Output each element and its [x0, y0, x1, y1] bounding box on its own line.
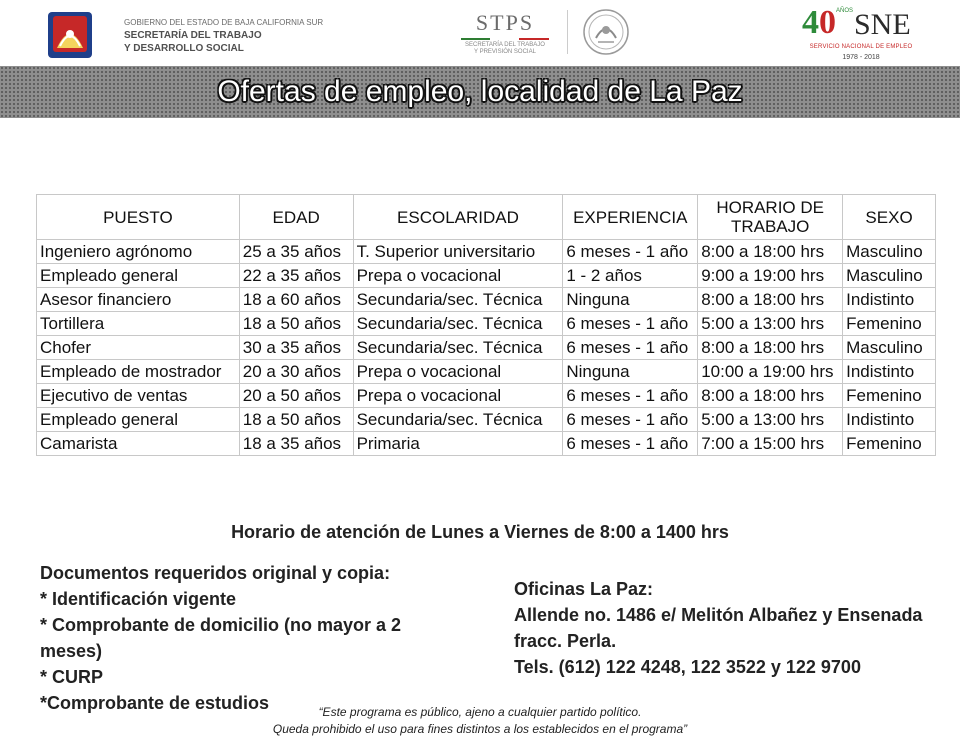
cell-edad: 18 a 35 años — [239, 432, 353, 456]
document-item: * Identificación vigente — [40, 589, 237, 609]
cell-escolaridad: T. Superior universitario — [353, 240, 563, 264]
cell-escolaridad: Prepa o vocacional — [353, 384, 563, 408]
cell-escolaridad: Prepa o vocacional — [353, 264, 563, 288]
cell-experiencia: 6 meses - 1 año — [563, 432, 698, 456]
disclaimer-line1: “Este programa es público, ajeno a cualquier partido político. — [318, 705, 642, 719]
stps-logo — [455, 10, 555, 56]
office-phones: Tels. (612) 122 4248, 122 3522 y 122 9700 — [514, 657, 861, 677]
table-row — [37, 408, 936, 432]
cell-escolaridad: Prepa o vocacional — [353, 360, 563, 384]
cell-sexo: Indistinto — [843, 360, 936, 384]
cell-edad: 30 a 35 años — [239, 336, 353, 360]
cell-sexo: Indistinto — [843, 408, 936, 432]
cell-experiencia: 6 meses - 1 año — [563, 384, 698, 408]
bc-government-text — [124, 16, 323, 55]
logo-divider — [567, 10, 568, 54]
table-header-row — [37, 195, 936, 240]
header-sexo: SEXO — [843, 195, 936, 240]
table-row — [37, 240, 936, 264]
stps-sub1: SECRETARÍA DEL TRABAJO — [465, 42, 545, 48]
disclaimer — [0, 704, 960, 738]
cell-puesto: Ingeniero agrónomo — [37, 240, 240, 264]
table-row — [37, 432, 936, 456]
sne-40-number: 40 — [802, 4, 836, 41]
cell-sexo: Femenino — [843, 312, 936, 336]
cell-edad: 25 a 35 años — [239, 240, 353, 264]
header-experiencia: EXPERIENCIA — [563, 195, 698, 240]
cell-puesto: Asesor financiero — [37, 288, 240, 312]
cell-horario: 5:00 a 13:00 hrs — [698, 408, 843, 432]
cell-sexo: Indistinto — [843, 288, 936, 312]
cell-experiencia: 6 meses - 1 año — [563, 312, 698, 336]
cell-horario: 8:00 a 18:00 hrs — [698, 240, 843, 264]
cell-edad: 20 a 50 años — [239, 384, 353, 408]
cell-edad: 18 a 50 años — [239, 408, 353, 432]
table-row — [37, 336, 936, 360]
bc-line3: Y DESARROLLO SOCIAL — [124, 43, 244, 54]
job-offers-table — [36, 194, 936, 456]
disclaimer-line2: Queda prohibido el uso para fines distintos a los establecidos en el programa” — [272, 722, 688, 736]
header-escolaridad: ESCOLARIDAD — [353, 195, 563, 240]
document-item: * Comprobante de domicilio (no mayor a 2 meses) — [40, 615, 402, 661]
header-puesto: PUESTO — [37, 195, 240, 240]
sne-anos: AÑOS — [836, 8, 854, 14]
cell-sexo: Masculino — [843, 264, 936, 288]
header-edad: EDAD — [239, 195, 353, 240]
cell-escolaridad: Secundaria/sec. Técnica — [353, 312, 563, 336]
sne-years: 1978 - 2018 — [842, 54, 880, 61]
cell-puesto: Tortillera — [37, 312, 240, 336]
mexico-seal-icon — [582, 8, 630, 56]
document-item: * CURP — [40, 667, 104, 687]
cell-sexo: Masculino — [843, 336, 936, 360]
bc-line2: SECRETARÍA DEL TRABAJO — [124, 30, 262, 41]
table-row — [37, 288, 936, 312]
cell-puesto: Ejecutivo de ventas — [37, 384, 240, 408]
bc-line1: GOBIERNO DEL ESTADO DE BAJA CALIFORNIA SUR — [124, 18, 324, 27]
cell-horario: 9:00 a 19:00 hrs — [698, 264, 843, 288]
table-row — [37, 360, 936, 384]
cell-horario: 7:00 a 15:00 hrs — [698, 432, 843, 456]
cell-experiencia: Ninguna — [563, 360, 698, 384]
office-title: Oficinas La Paz: — [514, 579, 654, 599]
cell-sexo: Masculino — [843, 240, 936, 264]
stps-flag-bar — [461, 38, 549, 40]
page-title: Ofertas de empleo, localidad de La Paz — [217, 75, 743, 108]
cell-puesto: Chofer — [37, 336, 240, 360]
baja-california-shield-logo — [48, 12, 92, 58]
stps-sub2: Y PREVISIÓN SOCIAL — [474, 49, 536, 55]
sne-40-logo — [802, 6, 920, 64]
cell-edad: 22 a 35 años — [239, 264, 353, 288]
office-address: Allende no. 1486 e/ Melitón Albañez y Ensenada fracc. Perla. — [514, 605, 923, 651]
sne-subtitle: SERVICIO NACIONAL DE EMPLEO — [809, 44, 913, 50]
cell-escolaridad: Secundaria/sec. Técnica — [353, 288, 563, 312]
cell-edad: 18 a 60 años — [239, 288, 353, 312]
cell-edad: 20 a 30 años — [239, 360, 353, 384]
cell-escolaridad: Secundaria/sec. Técnica — [353, 336, 563, 360]
cell-puesto: Empleado de mostrador — [37, 360, 240, 384]
cell-horario: 5:00 a 13:00 hrs — [698, 312, 843, 336]
office-info — [514, 576, 934, 680]
cell-experiencia: 6 meses - 1 año — [563, 408, 698, 432]
cell-puesto: Empleado general — [37, 264, 240, 288]
title-banner — [0, 66, 960, 118]
cell-sexo: Femenino — [843, 384, 936, 408]
cell-escolaridad: Secundaria/sec. Técnica — [353, 408, 563, 432]
cell-experiencia: Ninguna — [563, 288, 698, 312]
cell-puesto: Camarista — [37, 432, 240, 456]
required-documents — [40, 560, 460, 716]
attention-hours: Horario de atención de Lunes a Viernes de 8:00 a 1400 hrs — [231, 522, 729, 542]
document-item: *Comprobante de estudios — [40, 693, 270, 713]
header — [0, 0, 960, 64]
documents-title: Documentos requeridos original y copia: — [40, 563, 391, 583]
cell-experiencia: 6 meses - 1 año — [563, 336, 698, 360]
cell-puesto: Empleado general — [37, 408, 240, 432]
cell-sexo: Femenino — [843, 432, 936, 456]
cell-horario: 8:00 a 18:00 hrs — [698, 288, 843, 312]
table-row — [37, 264, 936, 288]
sne-brand: SNE — [854, 8, 911, 41]
table-row — [37, 384, 936, 408]
header-horario: HORARIO DE TRABAJO — [698, 195, 843, 240]
cell-horario: 10:00 a 19:00 hrs — [698, 360, 843, 384]
cell-escolaridad: Primaria — [353, 432, 563, 456]
cell-experiencia: 6 meses - 1 año — [563, 240, 698, 264]
cell-experiencia: 1 - 2 años — [563, 264, 698, 288]
cell-edad: 18 a 50 años — [239, 312, 353, 336]
cell-horario: 8:00 a 18:00 hrs — [698, 384, 843, 408]
stps-name: STPS — [475, 10, 535, 35]
cell-horario: 8:00 a 18:00 hrs — [698, 336, 843, 360]
table-row — [37, 312, 936, 336]
